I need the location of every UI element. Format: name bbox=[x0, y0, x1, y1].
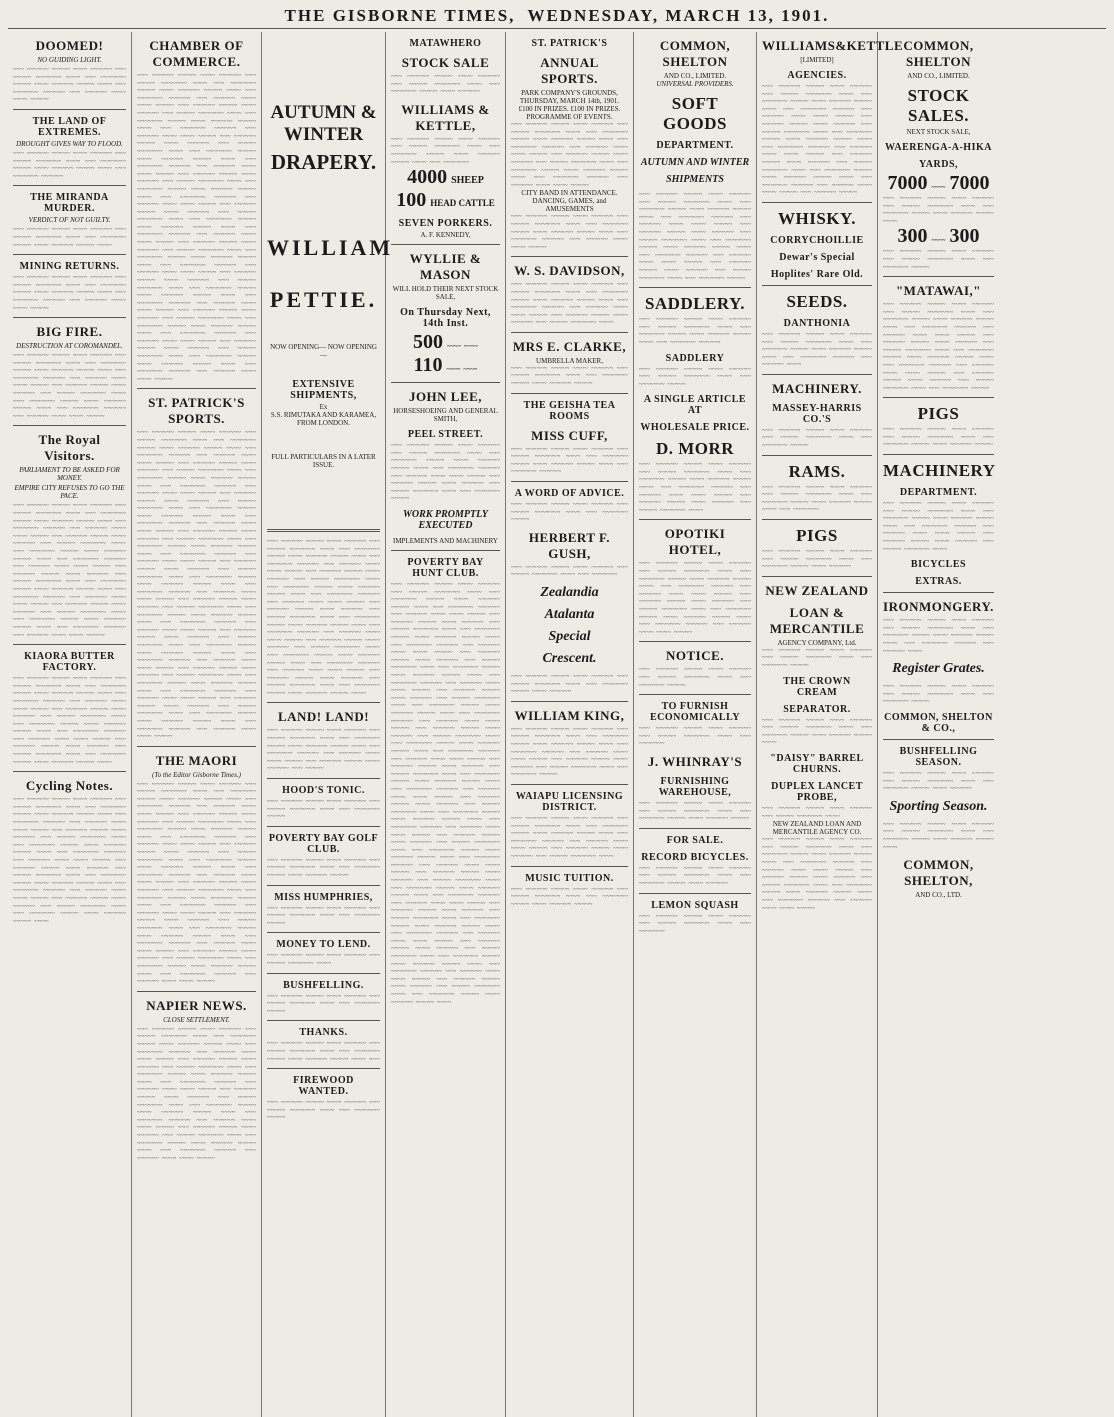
body-text: ~~~ ~~~~~~ ~~~~~ ~~~~ ~~~~~~ ~~~ ~~~~~ ~~~~~~~ ~~~~ ~~~ ~~~~~~~ ~~~~~ ~~~~ ~~~~~~ ~~~~~ ~~~~ ~~~ ~~~~~~~ ~~~~~~ ~~~ ~~~~~~ ~~~~ ~~~~ ~~~~~ ~~~ ~~~~~~ ~~~~~ ~~~~ ~~~~~~ ~~~ ~~~~~ ~~~~~~~ ~~~~ bbox=[511, 281, 628, 327]
ad-universal-providers: UNIVERSAL PROVIDERS. bbox=[656, 80, 734, 88]
sheep-count: 4000 bbox=[407, 166, 448, 189]
cattle-label: HEAD CATTLE bbox=[430, 198, 495, 209]
ad-golf-club: POVERTY BAY GOLF CLUB. bbox=[268, 832, 379, 855]
body-text: ~~~ ~~~~~~ ~~~~~ ~~~~ ~~~~~~ ~~~ ~~~~~ ~~~~~~~ ~~~~ ~~~ ~~~~~~~ ~~~~~ ~~~~ ~~~~~~ ~~~~~ ~~~~ ~~~ ~~~~~~~ ~~~~~~ ~~~ ~~~~~~ ~~~~ ~~~~ ~~~~~ ~~~ ~~~~~~ ~~~~~ ~~~~ ~~~~~~ ~~~ ~~~~~ ~~~~~~~ ~~~~ ~~~ ~~~~~~~ ~~~~~ ~~~~ ~~~~~~ ~~~~~ ~~~~ ~~~ ~~~~~~~ ~~~~~~ ~~~ ~~~~~~ ~~~~ ~~~~ ~~~~~ bbox=[511, 121, 628, 189]
column-4: MATAWHERO STOCK SALE ~~~ ~~~~~~ ~~~~~ ~~~~ ~~~~~~ ~~~ ~~~~~ ~~~~~~~ ~~~~ ~~~ ~~~~~~~ ~~~~~ ~~~~ ~~~~~~ WILLIAMS & KETTLE, ~~~ ~~~~~~ ~~~~~ ~~~~ ~~~~~~ ~~~ ~~~~~ ~~~~~~~ ~~~~ ~~~ ~~~~~~~ ~~~~~ ~~~~ ~~~~~~ ~~~~~ ~~~~ ~~~ ~~~~~~~ 4000 SHEEP 100 HEAD CATTLE SEVEN PORKERS. A. F. KENNEDY, WYLLIE & MASON WILL HOLD THEIR NEXT STOCK SALE, On Thursday Next, 14th Inst. 500 ~~~~ ~~~~ 110 ~~~~ ~~~~ JOHN LEE, HORSESHOEING AND GENERAL SMITH, PEEL STREET. ~~~ ~~~~~~ ~~~~~ ~~~~ ~~~~~~ ~~~ ~~~~~ ~~~~~~~ ~~~~ ~~~ ~~~~~~~ ~~~~~ ~~~~ ~~~~~~ ~~~~~ ~~~~ ~~~ ~~~~~~~ ~~~~~~ ~~~ ~~~~~~ ~~~~ ~~~~ ~~~~~ ~~~ ~~~~~~ ~~~~~ ~~~~ ~~~~~~ ~~~ ~~~~~ ~~~~~~~ ~~~~ ~~~ ~~~~~~~ ~~~~~ WORK PROMPTLY EXECUTED IMPLEMENTS AND MACHINERY POVERTY BAY HUNT CLUB. ~~~ ~~~~~~ ~~~~~ ~~~~ ~~~~~~ ~~~ ~~~~~ ~~~~~~~ ~~~~ ~~~ ~~~~~~~ ~~~~~ ~~~~ ~~~~~~ ~~~~~ ~~~~ ~~~ ~~~~~~~ ~~~~~~ ~~~ ~~~~~~ ~~~~ ~~~~ ~~~~~ ~~~ ~~~~~~ ~~~~~ ~~~~ ~~~~~~ ~~~ ~~~~~ ~~~~~~~ ~~~~ ~~~ ~~~~~~~ ~~~~~ ~~~~ ~~~~~~ ~~~~~ ~~~~ ~~~ ~~~~~~~ ~~~~~~ ~~~ ~~~~~~ ~~~~ ~~~~ ~~~~~ ~~~ ~~~~~~ ~~~~~ ~~~~ ~~~~~~ ~~~ ~~~~~ ~~~~~~~ ~~~~ ~~~ ~~~~~~~ ~~~~~ ~~~~ ~~~~~~ ~~~~~ ~~~~ ~~~ ~~~~~~~ ~~~~~~ ~~~ ~~~~~~ ~~~~ ~~~~ ~~~~~ ~~~ ~~~~~~ ~~~~~ ~~~~ ~~~~~~ ~~~ ~~~~~ ~~~~~~~ ~~~~ ~~~ ~~~~~~~ ~~~~~ ~~~~ ~~~~~~ ~~~~~ ~~~~ ~~~ ~~~~~~~ ~~~~~~ ~~~ ~~~~~~ ~~~~ ~~~~ ~~~~~ ~~~ ~~~~~~ ~~~~~ ~~~~ ~~~~~~ ~~~ ~~~~~ ~~~~~~~ ~~~~ ~~~ ~~~~~~~ ~~~~~ ~~~~ ~~~~~~ ~~~~~ ~~~~ ~~~ ~~~~~~~ ~~~~~~ ~~~ ~~~~~~ ~~~~ ~~~~ ~~~~~ ~~~ ~~~~~~ ~~~~~ ~~~~ ~~~~~~ ~~~ ~~~~~ ~~~~~~~ ~~~~ ~~~ ~~~~~~~ ~~~~~ ~~~~ ~~~~~~ ~~~~~ ~~~~ ~~~ ~~~~~~~ ~~~~~~ ~~~ ~~~~~~ ~~~~ ~~~~ ~~~~~ ~~~ ~~~~~~ ~~~~~ ~~~~ ~~~~~~ ~~~ ~~~~~ ~~~~~~~ ~~~~ ~~~ ~~~~~~~ ~~~~~ ~~~~ ~~~~~~ ~~~~~ ~~~~ ~~~ ~~~~~~~ ~~~~~~ ~~~ ~~~~~~ ~~~~ ~~~~ ~~~~~ ~~~ ~~~~~~ ~~~~~ ~~~~ ~~~~~~ ~~~ ~~~~~ ~~~~~~~ ~~~~ ~~~ ~~~~~~~ ~~~~~ ~~~~ ~~~~~~ ~~~~~ ~~~~ ~~~ ~~~~~~~ ~~~~~~ ~~~ ~~~~~~ ~~~~ ~~~~ ~~~~~ ~~~ ~~~~~~ ~~~~~ ~~~~ ~~~~~~ ~~~ ~~~~~ ~~~~~~~ ~~~~ ~~~ ~~~~~~~ ~~~~~ ~~~~ ~~~~~~ ~~~~~ ~~~~ ~~~ ~~~~~~~ ~~~~~~ ~~~ ~~~~~~ ~~~~ ~~~~ ~~~~~ ~~~ ~~~~~~ ~~~~~ ~~~~ ~~~~~~ ~~~ ~~~~~ ~~~~~~~ ~~~~ ~~~ ~~~~~~~ ~~~~~ ~~~~ ~~~~~~ ~~~~~ ~~~~ ~~~ ~~~~~~~ ~~~~~~ ~~~ ~~~~~~ ~~~~ ~~~~ ~~~~~ ~~~ ~~~~~~ ~~~~~ ~~~~ ~~~~~~ ~~~ ~~~~~ ~~~~~~~ ~~~~ ~~~ ~~~~~~~ ~~~~~ ~~~~ ~~~~~~ ~~~~~ ~~~~ ~~~ ~~~~~~~ ~~~~~~ ~~~ ~~~~~~ ~~~~ ~~~~ ~~~~~ ~~~ ~~~~~~ ~~~~~ ~~~~ ~~~~~~ ~~~ ~~~~~ ~~~~~~~ ~~~~ ~~~ ~~~~~~~ ~~~~~ ~~~~ ~~~~~~ ~~~~~ ~~~~ bbox=[386, 32, 506, 1417]
headline-the-maori: THE MAORI bbox=[155, 752, 238, 768]
ad-miss-cuff: MISS CUFF, bbox=[531, 427, 608, 443]
subhead-drought: DROUGHT GIVES WAY TO FLOOD. bbox=[16, 139, 123, 148]
ad-prizes: £100 IN PRIZES. £100 IN PRIZES. bbox=[518, 105, 621, 113]
ad-machinery-2: MACHINERY bbox=[883, 461, 996, 481]
body-text: ~~~ ~~~~~~ ~~~~~ ~~~~ ~~~~~~ ~~~ ~~~~~ ~~~~~~~ ~~~~ ~~~ ~~~~~~~ ~~~~~ bbox=[883, 248, 994, 271]
ad-atalanta: Atalanta bbox=[544, 607, 595, 622]
ad-dewars: Dewar's Special bbox=[779, 251, 855, 263]
ad-programme: PROGRAMME OF EVENTS. bbox=[526, 113, 613, 121]
column-3 bbox=[262, 32, 394, 1417]
ad-bicycles: BICYCLES bbox=[910, 559, 967, 571]
ad-saddlery: SADDLERY. bbox=[644, 294, 746, 314]
headline-doomed: DOOMED! bbox=[35, 38, 104, 53]
masthead bbox=[8, 4, 1106, 29]
ad-horseshoeing: HORSESHOEING AND GENERAL SMITH, bbox=[393, 407, 498, 424]
body-text: ~~~ ~~~~~~ ~~~~~ ~~~~ ~~~~~~ ~~~ ~~~~~ ~~~~~~~ ~~~~ ~~~ ~~~~~~~ bbox=[639, 912, 751, 935]
body-text: ~~~ ~~~~~~ ~~~~~ ~~~~ ~~~~~~ ~~~ ~~~~~ ~~~~~~~ ~~~~ ~~~ ~~~~~~~ ~~~~~ ~~~~ ~~~~~~ ~~~~~ ~~~~ ~~~ ~~~~~~~ ~~~~~~ ~~~ ~~~~~~ ~~~~ ~~~~ ~~~~~ ~~~ ~~~~~~ ~~~~~ ~~~~ ~~~~~~ ~~~ ~~~~~ ~~~~~~~ ~~~~ ~~~ ~~~~~~~ ~~~~~ ~~~~ ~~~~~~ ~~~~~ ~~~~ ~~~ ~~~~~~~ ~~~~~~ ~~~ ~~~~~~ ~~~~ ~~~~ ~~~~~ ~~~ ~~~~~~ ~~~~~ ~~~~ ~~~~~~ ~~~ ~~~~~ ~~~~~~~ ~~~~ ~~~ ~~~~~~~ ~~~~~ ~~~~ ~~~~~~ ~~~~~ ~~~~ ~~~ ~~~~~~~ ~~~~~~ ~~~ ~~~~~~ ~~~~ ~~~~ ~~~~~ ~~~ ~~~~~~ ~~~~~ ~~~~ ~~~~~~ ~~~ ~~~~~ ~~~~~~~ ~~~~ ~~~ ~~~~~~~ ~~~~~ ~~~~ ~~~~~~ ~~~~~ ~~~~ ~~~ ~~~~~~~ ~~~~~~ ~~~ ~~~~~~ ~~~~ ~~~~ ~~~~~ ~~~ ~~~~~~ ~~~~~ ~~~~ ~~~~~~ ~~~ ~~~~~ ~~~~~~~ ~~~~ ~~~ ~~~~~~~ ~~~~~ ~~~~ ~~~~~~ ~~~~~ ~~~~ ~~~ ~~~~~~~ ~~~~~~ ~~~ ~~~~~~ ~~~~ ~~~~ ~~~~~ ~~~ ~~~~~~ ~~~~~ ~~~~ ~~~~~~ ~~~ ~~~~~ ~~~~~~~ ~~~~ ~~~ ~~~~~~~ ~~~~~ ~~~~ ~~~~~~ ~~~~~ ~~~~ ~~~ ~~~~~~~ ~~~~~~ ~~~ ~~~~~~ ~~~~ ~~~~ ~~~~~ ~~~ ~~~~~~ ~~~~~ ~~~~ ~~~~~~ ~~~ ~~~~~ ~~~~~~~ ~~~~ ~~~ ~~~~~~~ ~~~~~ ~~~~ ~~~~~~ ~~~~~ ~~~~ ~~~ ~~~~~~~ ~~~~~~ ~~~ ~~~~~~ ~~~~ ~~~~ ~~~~~ ~~~ ~~~~~~ ~~~~~ ~~~~ ~~~~~~ ~~~ ~~~~~ ~~~~~~~ ~~~~ ~~~ ~~~~~~~ ~~~~~ ~~~~ ~~~~~~ ~~~~~ ~~~~ ~~~ ~~~~~~~ ~~~~~~ ~~~ ~~~~~~ ~~~~ ~~~~ ~~~~~ ~~~ ~~~~~~ ~~~~~ ~~~~ ~~~~~~ ~~~ ~~~~~ ~~~~~~~ ~~~~ ~~~ ~~~~~~~ ~~~~~ ~~~~ ~~~~~~ ~~~~~ ~~~~ ~~~ ~~~~~~~ ~~~~~~ ~~~ ~~~~~~ ~~~~ ~~~~ ~~~~~ bbox=[137, 72, 256, 383]
subhead-no-guiding-light: NO GUIDING LIGHT. bbox=[37, 56, 102, 64]
ad-notice: NOTICE. bbox=[665, 648, 725, 664]
ad-davidson: W. S. DAVIDSON, bbox=[514, 263, 625, 279]
ad-common-shelton-4: COMMON, SHELTON, bbox=[903, 857, 974, 889]
body-text: ~~~ ~~~~~~ ~~~~~ ~~~~ ~~~~~~ ~~~ ~~~~~ ~~~~~~~ ~~~~ ~~~ ~~~~~~~ ~~~~~ ~~~~ ~~~~~~ ~~~~~ ~~~~ ~~~ ~~~~~~~ bbox=[391, 135, 500, 166]
body-text: ~~~ ~~~~~~ ~~~~~ ~~~~ ~~~~~~ ~~~ ~~~~~ ~~~~~~~ ~~~~ ~~~ ~~~~~~~ ~~~~~ ~~~~ ~~~~~~ ~~~~~ ~~~~ ~~~ ~~~~~~~ ~~~~~~ ~~~ ~~~~~~ ~~~~ ~~~~ ~~~~~ ~~~ ~~~~~~ ~~~~~ ~~~~ ~~~~~~ ~~~ ~~~~~ ~~~~~~~ ~~~~ ~~~ ~~~~~~~ ~~~~~ ~~~~ ~~~~~~ ~~~~~ ~~~~ ~~~ ~~~~~~~ ~~~~~~ ~~~ ~~~~~~ ~~~~ ~~~~ ~~~~~ bbox=[639, 560, 751, 636]
ad-furnishing-warehouse: FURNISHING WAREHOUSE, bbox=[658, 775, 732, 798]
ad-for-sale: FOR SALE. bbox=[666, 834, 724, 846]
body-text: ~~~ ~~~~~~ ~~~~~ ~~~~ ~~~~~~ ~~~ ~~~~~ ~~~~~~~ ~~~~ ~~~ ~~~~~~~ ~~~~~ ~~~~ ~~~~~~ ~~~~~ ~~~~ ~~~ ~~~~~~~ ~~~~~~ ~~~ ~~~~~~ ~~~~ ~~~~ ~~~~~ ~~~ ~~~~~~ ~~~~~ ~~~~ ~~~~~~ ~~~ ~~~~~ ~~~~~~~ ~~~~ ~~~ ~~~~~~~ ~~~~~ bbox=[511, 725, 628, 779]
body-text: ~~~ ~~~~~~ ~~~~~ ~~~~ ~~~~~~ ~~~ ~~~~~ ~~~~~~~ ~~~~ ~~~ ~~~~~~~ ~~~~~ bbox=[762, 646, 872, 669]
ad-thursday-date: THURSDAY, MARCH 14th, 1901. bbox=[519, 97, 620, 105]
ad-whisky: WHISKY. bbox=[778, 208, 856, 228]
ad-autumn-winter: AUTUMN AND WINTER bbox=[640, 157, 750, 168]
ad-saddlery-sub: SADDLERY bbox=[665, 352, 725, 364]
ad-separator: SEPARATOR. bbox=[783, 703, 851, 715]
ad-bushfelling-season: BUSHFELLING SEASON. bbox=[899, 745, 978, 768]
ad-common-shelton-3: COMMON, SHELTON & CO., bbox=[884, 711, 993, 734]
body-text: ~~~ ~~~~~~ ~~~~~ ~~~~ ~~~~~~ ~~~ ~~~~~ ~~~~~~~ ~~~~ ~~~ ~~~~~~~ ~~~~~ ~~~~ ~~~~~~ ~~~~~ bbox=[267, 856, 380, 879]
body-text: ~~~ ~~~~~~ ~~~~~ ~~~~ ~~~~~~ ~~~ ~~~~~ ~~~~~~~ ~~~~ ~~~ ~~~~~~~ ~~~~~ bbox=[267, 904, 380, 927]
ad-crescent: Crescent. bbox=[542, 651, 597, 666]
body-text: ~~~ ~~~~~~ ~~~~~ ~~~~ ~~~~~~ ~~~ ~~~~~ ~~~~~~~ ~~~~ bbox=[267, 952, 380, 967]
column-7 bbox=[757, 32, 904, 1417]
body-text: ~~~ ~~~~~~ ~~~~~ ~~~~ ~~~~~~ ~~~ ~~~~~ ~~~~~~~ ~~~~ ~~~ ~~~~~~~ ~~~~~ ~~~~ ~~~~~~ ~~~~~ ~~~~ ~~~ ~~~~~~~ ~~~~~~ ~~~ ~~~~~~ ~~~~ ~~~~ ~~~~~ ~~~ ~~~~~~ ~~~~~ ~~~~ ~~~~~~ ~~~ ~~~~~ ~~~~~~~ ~~~~ bbox=[511, 814, 628, 860]
body-text: ~~~ ~~~~~~ ~~~~~ ~~~~ ~~~~~~ ~~~ ~~~~~ ~~~~~~~ ~~~~ ~~~ ~~~~~~~ bbox=[639, 725, 751, 748]
ad-and-co-ltd: AND CO., LTD. bbox=[915, 891, 962, 900]
headline-big-fire: BIG FIRE. bbox=[36, 324, 103, 340]
body-text: ~~~ ~~~~~~ ~~~~~ ~~~~ ~~~~~~ ~~~ ~~~~~ ~~~~~~~ ~~~~ ~~~ ~~~~~~~ ~~~~~ ~~~~ ~~~~~~ bbox=[391, 73, 500, 96]
ad-auctioneer: A. F. KENNEDY, bbox=[420, 231, 471, 240]
ad-ex: Ex bbox=[319, 403, 328, 411]
ad-williams-kettle-limited: WILLIAMS&KETTLE bbox=[762, 38, 904, 53]
ad-word-of-advice: A WORD OF ADVICE. bbox=[514, 488, 625, 500]
ad-from-london: FROM LONDON. bbox=[297, 419, 350, 427]
ad-duplex-probe: DUPLEX LANCET PROBE, bbox=[771, 780, 863, 803]
headline-napier-news: NAPIER NEWS. bbox=[146, 997, 247, 1013]
body-text: ~~~ ~~~~~~ ~~~~~ ~~~~ ~~~~~~ ~~~ ~~~~~ ~~~~~~~ ~~~~ ~~~ ~~~~~~~ ~~~~~ ~~~~ ~~~~~~ ~~~~~ ~~~~ ~~~ ~~~~~~~ ~~~~~~ ~~~ ~~~~~~ ~~~~ ~~~~ ~~~~~ ~~~ ~~~~~~ ~~~~~ ~~~~ ~~~~~~ ~~~ ~~~~~ ~~~~~~~ ~~~~ ~~~ ~~~~~~~ ~~~~~ ~~~~ ~~~~~~ ~~~~~ ~~~~ ~~~ ~~~~~~~ ~~~~~~ ~~~ ~~~~~~ ~~~~ ~~~~ ~~~~~ ~~~ ~~~~~~ ~~~~~ ~~~~ ~~~~~~ ~~~ ~~~~~ ~~~~~~~ ~~~~ ~~~ ~~~~~~~ ~~~~~ ~~~~ ~~~~~~ ~~~~~ ~~~~ ~~~ ~~~~~~~ ~~~~~~ ~~~ ~~~~~~ ~~~~ ~~~~ ~~~~~ ~~~ ~~~~~~ ~~~~~ ~~~~ ~~~~~~ ~~~ ~~~~~ ~~~~~~~ ~~~~ ~~~ ~~~~~~~ ~~~~~ ~~~~ ~~~~~~ ~~~~~ ~~~~ ~~~ ~~~~~~~ ~~~~~~ ~~~ ~~~~~~ ~~~~ ~~~~ ~~~~~ bbox=[13, 502, 126, 639]
ad-city-band: CITY BAND IN ATTENDANCE. bbox=[521, 189, 618, 198]
body-text: ~~~ ~~~~~~ ~~~~~ ~~~~ ~~~~~~ ~~~ ~~~~~ ~~~~~~~ ~~~~ ~~~ ~~~~~~~ ~~~~~ ~~~~ ~~~~~~ ~~~~~ bbox=[511, 364, 628, 388]
ad-bushfelling: BUSHFELLING. bbox=[283, 979, 364, 991]
count-7000-a: 7000 bbox=[887, 172, 928, 194]
body-text: ~~~ ~~~~~~ ~~~~~ ~~~~ ~~~~~~ ~~~ ~~~~~ ~~~~~~~ ~~~~ ~~~ ~~~~~~~ ~~~~~ bbox=[639, 666, 751, 689]
ad-stock-sale: STOCK SALE bbox=[401, 55, 490, 70]
ad-d-morr: D. MORR bbox=[655, 439, 735, 459]
body-text: ~~~ ~~~~~~ ~~~~~ ~~~~ ~~~~~~ ~~~ ~~~~~ ~~~~~~~ ~~~~ ~~~ ~~~~~~~ ~~~~~ ~~~~ ~~~~~~ ~~~~~ ~~~~ ~~~ ~~~~~~~ ~~~~~~ ~~~ ~~~~~~ ~~~~ ~~~~ ~~~~~ ~~~ ~~~~~~ ~~~~~ ~~~~ ~~~~~~ ~~~ ~~~~~ ~~~~~~~ ~~~~ ~~~ ~~~~~~~ ~~~~~ ~~~~ ~~~~~~ ~~~~~ ~~~~ ~~~ ~~~~~~~ ~~~~~~ ~~~ ~~~~~~ ~~~~ ~~~~ ~~~~~ ~~~ ~~~~~~ ~~~~~ ~~~~ ~~~~~~ ~~~ ~~~~~ ~~~~~~~ ~~~~ ~~~ ~~~~~~~ ~~~~~ ~~~~ ~~~~~~ ~~~~~ ~~~~ ~~~ ~~~~~~~ ~~~~~~ ~~~ ~~~~~~ ~~~~ ~~~~ ~~~~~ ~~~ ~~~~~~ ~~~~~ ~~~~ ~~~~~~ ~~~ ~~~~~ ~~~~~~~ ~~~~ ~~~ ~~~~~~~ ~~~~~ ~~~~ ~~~~~~ ~~~~~ ~~~~ ~~~ ~~~~~~~ ~~~~~~ ~~~ ~~~~~~ ~~~~ ~~~~ ~~~~~ ~~~ ~~~~~~ ~~~~~ ~~~~ ~~~~~~ ~~~ ~~~~~ ~~~~~~~ ~~~~ ~~~ ~~~~~~~ ~~~~~ ~~~~ ~~~~~~ ~~~~~ ~~~~ bbox=[267, 538, 380, 697]
body-text: ~~~ ~~~~~~ ~~~~~ ~~~~ ~~~~~~ ~~~ ~~~~~ ~~~~~~~ ~~~~ ~~~ ~~~~~~~ ~~~~~ ~~~~ ~~~~~~ ~~~~~ ~~~~ bbox=[883, 820, 994, 851]
headline-land-of-extremes: THE LAND OF EXTREMES. bbox=[32, 115, 107, 138]
body-text: ~~~ ~~~~~~ ~~~~~ ~~~~ ~~~~~~ ~~~ ~~~~~ ~~~~~~~ ~~~~ ~~~ ~~~~~~~ ~~~~~ ~~~~ ~~~~~~ bbox=[511, 673, 628, 696]
ad-register-grates: Register Grates. bbox=[892, 661, 985, 677]
sheep-label: SHEEP bbox=[451, 175, 484, 187]
ad-william: WILLIAM bbox=[267, 235, 394, 260]
body-text: ~~~ ~~~~~~ ~~~~~ ~~~~ ~~~~~~ ~~~ ~~~~~ ~~~~~~~ ~~~~ ~~~ ~~~~~~~ ~~~~~ ~~~~ ~~~~~~ ~~~~~ ~~~~ ~~~ ~~~~~~~ ~~~~~~ ~~~ ~~~~~~ ~~~~ ~~~~ ~~~~~ ~~~ ~~~~~~ ~~~~~ ~~~~ ~~~~~~ ~~~ ~~~~~ ~~~~~~~ ~~~~ bbox=[883, 500, 994, 553]
body-text: ~~~ ~~~~~~ ~~~~~ ~~~~ ~~~~~~ ~~~ ~~~~~ ~~~~~~~ ~~~~ ~~~ ~~~~~~~ ~~~~~ ~~~~ ~~~~~~ ~~~~~ ~~~~ ~~~ ~~~~~~~ ~~~~~~ bbox=[13, 149, 126, 180]
body-text: ~~~ ~~~~~~ ~~~~~ ~~~~ ~~~~~~ ~~~ ~~~~~ ~~~~~~~ ~~~~ ~~~ ~~~~~~~ ~~~~~ ~~~~ ~~~~~~ ~~~~~ ~~~~ ~~~ ~~~~~~~ ~~~~~~ ~~~ ~~~~~~ ~~~~ ~~~~ ~~~~~ ~~~ ~~~~~~ ~~~~~ ~~~~ ~~~~~~ ~~~ ~~~~~ ~~~~~~~ ~~~~ ~~~ ~~~~~~~ ~~~~~ ~~~~ ~~~~~~ ~~~~~ ~~~~ ~~~ ~~~~~~~ ~~~~~~ ~~~ ~~~~~~ ~~~~ ~~~~ ~~~~~ bbox=[13, 352, 126, 420]
ad-autumn-winter-heading: AUTUMN & WINTER bbox=[270, 102, 377, 145]
ad-pigs-2: PIGS bbox=[917, 404, 960, 424]
ad-extensive-shipments: EXTENSIVE SHIPMENTS, bbox=[290, 379, 357, 401]
ad-drapery-heading: DRAPERY. bbox=[270, 150, 377, 174]
ad-money-to-lend: MONEY TO LEND. bbox=[276, 939, 371, 951]
ad-miss-humphries: MISS HUMPHRIES, bbox=[274, 891, 373, 903]
count-7000-b: 7000 bbox=[949, 172, 990, 194]
ad-opotiki-hotel: OPOTIKI HOTEL, bbox=[664, 526, 726, 558]
ad-danthonia: DANTHONIA bbox=[783, 317, 851, 329]
count-300-a: 300 bbox=[897, 225, 928, 248]
ad-seven-porkers: SEVEN PORKERS. bbox=[398, 218, 493, 230]
body-text: ~~~ ~~~~~~ ~~~~~ ~~~~ ~~~~~~ ~~~ ~~~~~ ~~~~~~~ ~~~~ ~~~ ~~~~~~~ ~~~~~ ~~~~ ~~~~~~ ~~~~~ ~~~~ ~~~ ~~~~~~~ bbox=[762, 483, 872, 514]
ad-next-stock: NEXT STOCK SALE, bbox=[906, 128, 971, 136]
ad-waiapu-licensing: WAIAPU LICENSING DISTRICT. bbox=[515, 790, 624, 813]
body-text: ~~~ ~~~~~~ ~~~~~ ~~~~ ~~~~~~ ~~~ ~~~~~ ~~~~~~~ ~~~~ ~~~ ~~~~~~~ ~~~~~ ~~~~ ~~~~~~ bbox=[883, 769, 994, 793]
body-text: ~~~ ~~~~~~ ~~~~~ ~~~~ ~~~~~~ ~~~ ~~~~~ ~~~~~~~ ~~~~ ~~~ ~~~~~~~ ~~~~~ ~~~~ ~~~~~~ ~~~~~ ~~~~ ~~~ bbox=[267, 1040, 380, 1063]
ad-special: Special bbox=[548, 629, 591, 644]
ad-dancing: DANCING, GAMES, and AMUSEMENTS bbox=[532, 197, 607, 214]
ad-soft-goods: SOFT GOODS bbox=[663, 94, 727, 133]
body-text: ~~~ ~~~~~~ ~~~~~ ~~~~ ~~~~~~ ~~~ ~~~~~ ~~~~~~~ ~~~~ ~~~ ~~~~~~~ ~~~~~ ~~~~ ~~~~~~ ~~~~~ ~~~~ bbox=[883, 195, 994, 225]
ad-herbert-gush: HERBERT F. GUSH, bbox=[528, 529, 611, 561]
headline-st-patricks-sports: ST. PATRICK'S SPORTS. bbox=[148, 395, 245, 427]
headline-miranda-murder: THE MIRANDA MURDER. bbox=[30, 192, 109, 215]
body-text: ~~~ ~~~~~~ ~~~~~ ~~~~ ~~~~~~ ~~~ ~~~~~ ~~~~~~~ ~~~~ ~~~ ~~~~~~~ ~~~~~ ~~~~ ~~~~~~ ~~~~~ ~~~~ ~~~ ~~~~~~~ ~~~~~~ ~~~ ~~~~~~ ~~~~ ~~~~ ~~~~~ ~~~ ~~~~~~ ~~~~~ ~~~~ ~~~~~~ ~~~ ~~~~~ ~~~~~~~ ~~~~ ~~~ ~~~~~~~ ~~~~~ ~~~~ ~~~~~~ ~~~~~ ~~~~ ~~~ ~~~~~~~ ~~~~~~ ~~~ ~~~~~~ ~~~~ ~~~~ ~~~~~ ~~~ ~~~~~~ ~~~~~ ~~~~ ~~~~~~ ~~~ ~~~~~ ~~~~~~~ ~~~~ ~~~ ~~~~~~~ ~~~~~ ~~~~ ~~~~~~ ~~~~~ ~~~~ ~~~ ~~~~~~~ ~~~~~~ ~~~ ~~~~~~ ~~~~ ~~~~ ~~~~~ ~~~ ~~~~~~ ~~~~~ ~~~~ ~~~~~~ ~~~ ~~~~~ ~~~~~~~ ~~~~ ~~~ ~~~~~~~ ~~~~~ ~~~~ ~~~~~~ ~~~~~ ~~~~ ~~~ ~~~~~~~ ~~~~~~ ~~~ ~~~~~~ ~~~~ ~~~~ ~~~~~ ~~~ ~~~~~~ ~~~~~ ~~~~ ~~~~~~ ~~~ ~~~~~ ~~~~~~~ ~~~~ ~~~ ~~~~~~~ ~~~~~ ~~~~ ~~~~~~ ~~~~~ ~~~~ ~~~ ~~~~~~~ ~~~~~~ ~~~ ~~~~~~ ~~~~ ~~~~ ~~~~~ ~~~ ~~~~~~ ~~~~~ ~~~~ ~~~~~~ ~~~ ~~~~~ ~~~~~~~ ~~~~ ~~~ ~~~~~~~ ~~~~~ ~~~~ ~~~~~~ ~~~~~ ~~~~ ~~~ ~~~~~~~ ~~~~~~ ~~~ ~~~~~~ ~~~~ ~~~~ ~~~~~ ~~~ ~~~~~~ ~~~~~ ~~~~ ~~~~~~ ~~~ ~~~~~ ~~~~~~~ ~~~~ ~~~ ~~~~~~~ ~~~~~ ~~~~ ~~~~~~ ~~~~~ ~~~~ ~~~ ~~~~~~~ ~~~~~~ ~~~ ~~~~~~ ~~~~ ~~~~ ~~~~~ ~~~ ~~~~~~ ~~~~~ ~~~~ ~~~~~~ ~~~ ~~~~~ ~~~~~~~ ~~~~ ~~~ ~~~~~~~ ~~~~~ ~~~~ ~~~~~~ ~~~~~ ~~~~ ~~~ ~~~~~~~ ~~~~~~ ~~~ ~~~~~~ ~~~~ ~~~~ ~~~~~ ~~~ ~~~~~~ ~~~~~ ~~~~ ~~~~~~ ~~~ ~~~~~ ~~~~~~~ ~~~~ ~~~ ~~~~~~~ ~~~~~ ~~~~ ~~~~~~ ~~~~~ ~~~~ ~~~ ~~~~~~~ ~~~~~~ ~~~ ~~~~~~ ~~~~ ~~~~ ~~~~~ bbox=[137, 429, 256, 741]
ad-pettie: PETTIE. bbox=[269, 287, 378, 312]
body-text: ~~~ ~~~~~~ ~~~~~ ~~~~ ~~~~~~ ~~~ ~~~~~ ~~~~~~~ ~~~~ ~~~ ~~~~~~~ ~~~~~ ~~~~ ~~~~~~ bbox=[762, 548, 872, 571]
subhead-empire-city: EMPIRE CITY REFUSES TO GO THE PACE. bbox=[14, 484, 125, 501]
body-text: ~~~ ~~~~~~ ~~~~~ ~~~~ ~~~~~~ ~~~ ~~~~~ ~~~~~~~ ~~~~ ~~~ ~~~~~~~ ~~~~~ ~~~~ ~~~~~~ ~~~~~ ~~~~ ~~~ ~~~~~~~ ~~~~~~ ~~~ ~~~~~~ ~~~~ ~~~~ ~~~~~ ~~~ ~~~~~~ ~~~~~ ~~~~ ~~~~~~ ~~~ ~~~~~ ~~~~~~~ ~~~~ ~~~ ~~~~~~~ ~~~~~ ~~~~ ~~~~~~ ~~~~~ ~~~~ ~~~ ~~~~~~~ ~~~~~~ ~~~ ~~~~~~ ~~~~ ~~~~ ~~~~~ ~~~ ~~~~~~ ~~~~~ ~~~~ ~~~~~~ ~~~ ~~~~~ ~~~~~~~ ~~~~ ~~~ ~~~~~~~ ~~~~~ ~~~~ ~~~~~~ ~~~~~ ~~~~ ~~~ ~~~~~~~ ~~~~~~ ~~~ ~~~~~~ ~~~~ ~~~~ ~~~~~ ~~~ ~~~~~~ ~~~~~ ~~~~ ~~~~~~ ~~~ ~~~~~ ~~~~~~~ ~~~~ ~~~ ~~~~~~~ ~~~~~ ~~~~ ~~~~~~ ~~~~~ ~~~~ ~~~ ~~~~~~~ ~~~~~~ ~~~ ~~~~~~ ~~~~ ~~~~ ~~~~~ bbox=[137, 1025, 256, 1162]
ad-department: DEPARTMENT. bbox=[656, 140, 734, 151]
ad-agencies: AGENCIES. bbox=[787, 70, 847, 81]
body-text: ~~~ ~~~~~~ ~~~~~ ~~~~ ~~~~~~ ~~~ ~~~~~ ~~~~~~~ ~~~~ ~~~ ~~~~~~~ ~~~~~ ~~~~ ~~~~~~ ~~~~~ ~~~~ bbox=[13, 226, 126, 249]
body-text: ~~~ ~~~~~~ ~~~~~ ~~~~ ~~~~~~ ~~~ ~~~~~ ~~~~~~~ ~~~~ ~~~ ~~~~~~~ ~~~~~ ~~~~ ~~~~~~ ~~~~~ ~~~~ ~~~ ~~~~~~~ ~~~~~~ ~~~ ~~~~~~ ~~~~ ~~~~ ~~~~~ ~~~ ~~~~~~ ~~~~~ ~~~~ ~~~~~~ ~~~ ~~~~~ ~~~~~~~ ~~~~ ~~~ ~~~~~~~ ~~~~~ ~~~~ ~~~~~~ ~~~~~ ~~~~ ~~~ ~~~~~~~ ~~~~~~ ~~~ ~~~~~~ ~~~~ ~~~~ ~~~~~ ~~~ ~~~~~~ ~~~~~ ~~~~ ~~~~~~ ~~~ ~~~~~ ~~~~~~~ ~~~~ ~~~ ~~~~~~~ ~~~~~ ~~~~ ~~~~~~ ~~~~~ ~~~~ ~~~ ~~~~~~~ ~~~~~~ ~~~ ~~~~~~ ~~~~ ~~~~ ~~~~~ ~~~ ~~~~~~ ~~~~~ ~~~~ ~~~~~~ ~~~ ~~~~~ ~~~~~~~ ~~~~ ~~~ ~~~~~~~ ~~~~~ ~~~~ ~~~~~~ ~~~~~ ~~~~ ~~~ ~~~~~~~ ~~~~~~ ~~~ ~~~~~~ ~~~~ ~~~~ ~~~~~ ~~~ ~~~~~~ ~~~~~ ~~~~ ~~~~~~ ~~~ ~~~~~ ~~~~~~~ ~~~~ ~~~ ~~~~~~~ ~~~~~ ~~~~ ~~~~~~ ~~~~~ ~~~~ ~~~ ~~~~~~~ ~~~~~~ ~~~ ~~~~~~ ~~~~ ~~~~ ~~~~~ ~~~ ~~~~~~ ~~~~~ ~~~~ ~~~~~~ ~~~ ~~~~~ ~~~~~~~ ~~~~ ~~~ ~~~~~~~ ~~~~~ ~~~~ ~~~~~~ ~~~~~ ~~~~ ~~~ ~~~~~~~ ~~~~~~ ~~~ ~~~~~~ ~~~~ ~~~~ ~~~~~ bbox=[137, 780, 256, 986]
body-text: ~~~ ~~~~~~ ~~~~~ ~~~~ ~~~~~~ ~~~ ~~~~~ ~~~~~~~ ~~~~ ~~~ ~~~~~~~ ~~~~~ ~~~~ ~~~~~~ ~~~~~ ~~~~ ~~~ ~~~~~~~ ~~~~~~ ~~~ ~~~~~~ ~~~~ ~~~~ ~~~~~ ~~~ ~~~~~~ ~~~~~ ~~~~ ~~~~~~ ~~~ ~~~~~ ~~~~~~~ ~~~~ ~~~ ~~~~~~~ ~~~~~ bbox=[391, 442, 500, 503]
ad-rams: RAMS. bbox=[788, 461, 846, 481]
headline-royal-visitors: The Royal Visitors. bbox=[38, 432, 101, 464]
body-text: ~~~ ~~~~~~ ~~~~~ ~~~~ ~~~~~~ ~~~ ~~~~~ ~~~~~~~ ~~~~ ~~~ ~~~~~~~ ~~~~~ ~~~~ ~~~~~~ ~~~~~ ~~~~ ~~~ ~~~~~~~ ~~~~~~ ~~~ ~~~~~~ ~~~~ ~~~~ ~~~~~ ~~~ ~~~~~~ ~~~~~ ~~~~ ~~~~~~ ~~~ ~~~~~ ~~~~~~~ ~~~~ ~~~ ~~~~~~~ ~~~~~ ~~~~ ~~~~~~ ~~~~~ ~~~~ ~~~ ~~~~~~~ ~~~~~~ ~~~ ~~~~~~ ~~~~ ~~~~ ~~~~~ ~~~ ~~~~~~ ~~~~~ ~~~~ ~~~~~~ ~~~ ~~~~~ ~~~~~~~ ~~~~ ~~~ ~~~~~~~ ~~~~~ bbox=[883, 301, 994, 392]
body-text: ~~~ ~~~~~~ ~~~~~ ~~~~ ~~~~~~ ~~~ ~~~~~ ~~~~~~~ ~~~~ ~~~ ~~~~~~~ bbox=[511, 563, 628, 579]
body-text: ~~~ ~~~~~~ ~~~~~ ~~~~ ~~~~~~ ~~~ ~~~~~ ~~~~~~~ ~~~~ ~~~ ~~~~~~~ ~~~~~ bbox=[762, 426, 872, 450]
ad-firewood-wanted: FIREWOOD WANTED. bbox=[293, 1075, 354, 1098]
body-text: ~~~ ~~~~~~ ~~~~~ ~~~~ ~~~~~~ ~~~ ~~~~~ ~~~~~~~ ~~~~ ~~~ ~~~~~~~ ~~~~~ ~~~~ ~~~~~~ ~~~~~ ~~~~ ~~~ ~~~~~~~ ~~~~~~ ~~~ ~~~~~~ ~~~~ bbox=[883, 617, 994, 655]
ad-ironmongery: IRONMONGERY. bbox=[883, 599, 994, 615]
body-text: ~~~ ~~~~~~ ~~~~~ ~~~~ ~~~~~~ ~~~ ~~~~~ ~~~~~~~ ~~~~ ~~~ ~~~~~~~ ~~~~~ ~~~~ ~~~~~~ ~~~~~ ~~~~ ~~~ ~~~~~~~ ~~~~~~ bbox=[511, 445, 628, 476]
count-300-b: 300 bbox=[949, 225, 980, 248]
body-text: ~~~ ~~~~~~ ~~~~~ ~~~~ ~~~~~~ ~~~ ~~~~~ ~~~~~~~ ~~~~ ~~~ ~~~~~~~ ~~~~~ bbox=[883, 683, 994, 706]
ad-massey-harris: MASSEY-HARRIS CO.'S bbox=[772, 402, 862, 425]
ad-umbrella-maker: UMBRELLA MAKER, bbox=[536, 356, 603, 365]
ad-daisy-churns: "DAISY" BARREL CHURNS. bbox=[770, 752, 864, 775]
count-110: 110 bbox=[413, 354, 443, 377]
masthead-title: THE GISBORNE TIMES, bbox=[284, 6, 516, 25]
body-text: ~~~ ~~~~~~ ~~~~~ ~~~~ ~~~~~~ ~~~ ~~~~~ ~~~~~~~ ~~~~ ~~~ ~~~~~~~ ~~~~~ ~~~~ ~~~~~~ ~~~~~ ~~~~ ~~~ ~~~~~~~ ~~~~~~ ~~~ ~~~~~~ ~~~~ ~~~~ ~~~~~ bbox=[13, 274, 126, 312]
column-8: COMMON, SHELTON AND CO., LIMITED. STOCK SALES. NEXT STOCK SALE, WAERENGA-A-HIKA YARDS, 7000 ~~~~ 7000 ~~~ ~~~~~~ ~~~~~ ~~~~ ~~~~~~ ~~~ ~~~~~ ~~~~~~~ ~~~~ ~~~ ~~~~~~~ ~~~~~ ~~~~ ~~~~~~ ~~~~~ ~~~~ 300 ~~~~ 300 ~~~ ~~~~~~ ~~~~~ ~~~~ ~~~~~~ ~~~ ~~~~~ ~~~~~~~ ~~~~ ~~~ ~~~~~~~ ~~~~~ "MATAWAI," ~~~ ~~~~~~ ~~~~~ ~~~~ ~~~~~~ ~~~ ~~~~~ ~~~~~~~ ~~~~ ~~~ ~~~~~~~ ~~~~~ ~~~~ ~~~~~~ ~~~~~ ~~~~ ~~~ ~~~~~~~ ~~~~~~ ~~~ ~~~~~~ ~~~~ ~~~~ ~~~~~ ~~~ ~~~~~~ ~~~~~ ~~~~ ~~~~~~ ~~~ ~~~~~ ~~~~~~~ ~~~~ ~~~ ~~~~~~~ ~~~~~ ~~~~ ~~~~~~ ~~~~~ ~~~~ ~~~ ~~~~~~~ ~~~~~~ ~~~ ~~~~~~ ~~~~ ~~~~ ~~~~~ ~~~ ~~~~~~ ~~~~~ ~~~~ ~~~~~~ ~~~ ~~~~~ ~~~~~~~ ~~~~ ~~~ ~~~~~~~ ~~~~~ PIGS ~~~ ~~~~~~ ~~~~~ ~~~~ ~~~~~~ ~~~ ~~~~~ ~~~~~~~ ~~~~ ~~~ ~~~~~~~ ~~~~~ ~~~~ ~~~~~~ ~~~~~ MACHINERY DEPARTMENT. ~~~ ~~~~~~ ~~~~~ ~~~~ ~~~~~~ ~~~ ~~~~~ ~~~~~~~ ~~~~ ~~~ ~~~~~~~ ~~~~~ ~~~~ ~~~~~~ ~~~~~ ~~~~ ~~~ ~~~~~~~ ~~~~~~ ~~~ ~~~~~~ ~~~~ ~~~~ ~~~~~ ~~~ ~~~~~~ ~~~~~ ~~~~ ~~~~~~ ~~~ ~~~~~ ~~~~~~~ ~~~~ BICYCLES EXTRAS. IRONMONGERY. ~~~ ~~~~~~ ~~~~~ ~~~~ ~~~~~~ ~~~ ~~~~~ ~~~~~~~ ~~~~ ~~~ ~~~~~~~ ~~~~~ ~~~~ ~~~~~~ ~~~~~ ~~~~ ~~~ ~~~~~~~ ~~~~~~ ~~~ ~~~~~~ ~~~~ Register Grates. ~~~ ~~~~~~ ~~~~~ ~~~~ ~~~~~~ ~~~ ~~~~~ ~~~~~~~ ~~~~ ~~~ ~~~~~~~ ~~~~~ COMMON, SHELTON & CO., BUSHFELLING SEASON. ~~~ ~~~~~~ ~~~~~ ~~~~ ~~~~~~ ~~~ ~~~~~ ~~~~~~~ ~~~~ ~~~ ~~~~~~~ ~~~~~ ~~~~ ~~~~~~ Sporting Season. ~~~ ~~~~~~ ~~~~~ ~~~~ ~~~~~~ ~~~ ~~~~~ ~~~~~~~ ~~~~ ~~~ ~~~~~~~ ~~~~~ ~~~~ ~~~~~~ ~~~~~ ~~~~ COMMON, SHELTON, AND CO., LTD. bbox=[883, 38, 996, 900]
ad-next-stock-sale: WILL HOLD THEIR NEXT STOCK SALE, bbox=[392, 285, 499, 302]
headline-cycling-notes: Cycling Notes. bbox=[25, 778, 114, 794]
ad-park-grounds: PARK COMPANY'S GROUNDS, bbox=[521, 89, 618, 97]
count-500: 500 bbox=[413, 331, 443, 354]
ad-wholesale-price: WHOLESALE PRICE. bbox=[640, 422, 750, 434]
headline-mining-returns: MINING RETURNS. bbox=[19, 261, 120, 273]
body-text: ~~~ ~~~~~~ ~~~~~ ~~~~ ~~~~~~ ~~~ ~~~~~ ~~~~~~~ ~~~~ ~~~ ~~~~~~~ ~~~~~ ~~~~ ~~~~~~ ~~~~~ ~~~~ ~~~ ~~~~~~~ ~~~~~~ ~~~ ~~~~~~ ~~~~ ~~~~ ~~~~~ ~~~ ~~~~~~ ~~~~~ ~~~~ ~~~~~~ ~~~ ~~~~~ ~~~~~~~ ~~~~ ~~~ ~~~~~~~ ~~~~~ ~~~~ ~~~~~~ ~~~~~ ~~~~ ~~~ ~~~~~~~ ~~~~~~ ~~~ ~~~~~~ ~~~~ ~~~~ ~~~~~ ~~~ ~~~~~~ ~~~~~ ~~~~ ~~~~~~ ~~~ ~~~~~ ~~~~~~~ ~~~~ ~~~ ~~~~~~~ ~~~~~ ~~~~ ~~~~~~ ~~~~~ ~~~~ bbox=[13, 675, 126, 766]
ad-common-shelton-2: COMMON, SHELTON bbox=[903, 38, 974, 69]
body-text: ~~~ ~~~~~~ ~~~~~ ~~~~ ~~~~~~ ~~~ ~~~~~ ~~~~~~~ ~~~~ ~~~ ~~~~~~~ ~~~~~ ~~~~ ~~~~~~ ~~~~~ ~~~~ ~~~ ~~~~~~~ ~~~~~~ ~~~ ~~~~~~ ~~~~ bbox=[762, 330, 872, 369]
ad-peel-street: PEEL STREET. bbox=[407, 429, 484, 441]
subhead-to-the-editor: (To the Editor Gisborne Times.) bbox=[152, 770, 241, 779]
body-text: ~~~ ~~~~~~ ~~~~~ ~~~~ ~~~~~~ ~~~ ~~~~~ ~~~~~~~ ~~~~ ~~~ ~~~~~~~ ~~~~~ bbox=[267, 1099, 380, 1122]
ad-shipments: SHIPMENTS bbox=[666, 174, 724, 185]
ad-matawai: "MATAWAI," bbox=[895, 283, 982, 299]
body-text: ~~~ ~~~~~~ ~~~~~ ~~~~ ~~~~~~ ~~~ ~~~~~ ~~~~~~~ ~~~~ ~~~ ~~~~~~~ ~~~~~ ~~~~ ~~~~~~ bbox=[639, 864, 751, 887]
columns bbox=[8, 32, 1106, 1417]
ad-matawhero: MATAWHERO bbox=[409, 38, 482, 49]
ad-thanks: THANKS. bbox=[299, 1027, 348, 1039]
subhead-verdict: VERDICT OF NOT GUILTY. bbox=[28, 216, 111, 225]
subhead-parliament: PARLIAMENT TO BE ASKED FOR MONEY. bbox=[19, 466, 120, 483]
ad-and-co-limited: AND CO., LIMITED. bbox=[663, 72, 727, 80]
ad-corrychoillie: CORRYCHOILLIE bbox=[770, 234, 864, 246]
ad-music-tuition: MUSIC TUITION. bbox=[525, 872, 614, 884]
ad-john-lee: JOHN LEE, bbox=[408, 389, 483, 405]
ad-pigs: PIGS bbox=[796, 526, 838, 546]
column-6 bbox=[634, 32, 757, 1417]
ad-zealandia: Zealandia bbox=[540, 585, 599, 600]
column-1 bbox=[8, 32, 132, 1417]
body-text: ~~~ ~~~~~~ ~~~~~ ~~~~ ~~~~~~ ~~~ ~~~~~ ~~~~~~~ ~~~~ ~~~ ~~~~~~~ ~~~~~ bbox=[267, 992, 380, 1015]
ad-annual-sports: ANNUAL SPORTS. bbox=[540, 55, 599, 86]
ad-agency-company: AGENCY COMPANY, Ltd. bbox=[777, 638, 857, 647]
body-text: ~~~ ~~~~~~ ~~~~~ ~~~~ ~~~~~~ ~~~ ~~~~~ ~~~~~~~ ~~~~ ~~~ ~~~~~~~ ~~~~~ bbox=[267, 798, 380, 821]
ad-crown-cream: THE CROWN CREAM bbox=[783, 675, 851, 698]
ad-waerenga: WAERENGA-A-HIKA bbox=[885, 142, 992, 153]
masthead-date: WEDNESDAY, MARCH 13, 1901. bbox=[527, 6, 830, 25]
ad-stock-sales: STOCK SALES. bbox=[907, 86, 970, 125]
ad-record-bicycles: RECORD BICYCLES. bbox=[641, 851, 749, 863]
ad-thursday-next: On Thursday Next, 14th Inst. bbox=[400, 307, 491, 330]
body-text: ~~~ ~~~~~~ ~~~~~ ~~~~ ~~~~~~ ~~~ ~~~~~ ~~~~~~~ ~~~~ ~~~ ~~~~~~~ ~~~~~ ~~~~ ~~~~~~ ~~~~~ ~~~~ ~~~ ~~~~~~~ ~~~~~~ ~~~ ~~~~~~ ~~~~ ~~~~ ~~~~~ ~~~ ~~~~~~ ~~~~~ ~~~~ ~~~~~~ ~~~ ~~~~~ ~~~~~~~ ~~~~ ~~~ ~~~~~~~ ~~~~~ ~~~~ ~~~~~~ ~~~~~ ~~~~ ~~~ ~~~~~~~ ~~~~~~ ~~~ ~~~~~~ ~~~~ ~~~~ ~~~~~ ~~~ ~~~~~~ ~~~~~ ~~~~ ~~~~~~ ~~~ ~~~~~ ~~~~~~~ ~~~~ ~~~ ~~~~~~~ ~~~~~ ~~~~ ~~~~~~ ~~~~~ ~~~~ ~~~ ~~~~~~~ ~~~~~~ ~~~ ~~~~~~ ~~~~ ~~~~ ~~~~~ ~~~ ~~~~~~ ~~~~~ bbox=[762, 83, 872, 197]
ad-hunt-club: POVERTY BAY HUNT CLUB. bbox=[407, 556, 484, 579]
ad-common-shelton: COMMON, SHELTON bbox=[659, 38, 731, 69]
ad-mrs-clarke: MRS E. CLARKE, bbox=[512, 338, 627, 354]
body-text: ~~~ ~~~~~~ ~~~~~ ~~~~ ~~~~~~ ~~~ ~~~~~ ~~~~~~~ ~~~~ ~~~ ~~~~~~~ ~~~~~ ~~~~ ~~~~~~ ~~~~~ ~~~~ ~~~ ~~~~~~~ ~~~~~~ bbox=[639, 316, 751, 346]
ad-st-patricks: ST. PATRICK'S bbox=[531, 38, 608, 49]
ad-machinery: MACHINERY. bbox=[772, 380, 862, 396]
ad-yards: YARDS, bbox=[918, 159, 959, 170]
ad-nz-loan-footer: NEW ZEALAND LOAN AND MERCANTILE AGENCY CO. bbox=[772, 820, 862, 837]
ad-hoods-tonic: HOOD'S TONIC. bbox=[282, 785, 365, 797]
ad-extras: EXTRAS. bbox=[915, 576, 962, 588]
headline-chamber-of-commerce: CHAMBER OF COMMERCE. bbox=[149, 38, 244, 69]
ad-furnish: TO FURNISH ECONOMICALLY bbox=[649, 701, 741, 724]
ad-work-promptly: WORK PROMPTLY EXECUTED bbox=[403, 508, 488, 531]
ad-geisha-tea-rooms: THE GEISHA TEA ROOMS bbox=[523, 399, 616, 422]
ad-new-zealand: NEW ZEALAND bbox=[765, 582, 869, 598]
ad-williams-kettle: WILLIAMS & KETTLE, bbox=[401, 101, 490, 133]
ad-ships: S.S. RIMUTAKA AND KARAMEA, bbox=[270, 411, 377, 419]
ad-land-land: LAND! LAND! bbox=[277, 709, 370, 725]
body-text: ~~~ ~~~~~~ ~~~~~ ~~~~ ~~~~~~ ~~~ ~~~~~ ~~~~~~~ ~~~~ ~~~ ~~~~~~~ ~~~~~ ~~~~ ~~~~~~ ~~~~~ bbox=[883, 426, 994, 449]
body-text: ~~~ ~~~~~~ ~~~~~ ~~~~ ~~~~~~ ~~~ ~~~~~ ~~~~~~~ ~~~~ ~~~ ~~~~~~~ ~~~~~ ~~~~ ~~~~~~ ~~~~~ ~~~~ ~~~ ~~~~~~~ ~~~~~~ ~~~ ~~~~~~ ~~~~ ~~~~ ~~~~~ ~~~ ~~~~~~ ~~~~~ ~~~~ ~~~~~~ ~~~ ~~~~~ ~~~~~~~ ~~~~ ~~~ ~~~~~~~ ~~~~~ ~~~~ ~~~~~~ ~~~~~ ~~~~ ~~~ ~~~~~~~ ~~~~~~ ~~~ ~~~~~~ ~~~~ ~~~~ ~~~~~ bbox=[762, 836, 872, 912]
body-text: ~~~ ~~~~~~ ~~~~~ ~~~~ ~~~~~~ ~~~ ~~~~~ ~~~~~~~ ~~~~ ~~~ ~~~~~~~ ~~~~~ ~~~~ ~~~~~~ ~~~~~ ~~~~ ~~~ ~~~~~~~ ~~~~~~ ~~~ ~~~~~~ ~~~~ ~~~~ ~~~~~ bbox=[13, 66, 126, 104]
body-text: ~~~ ~~~~~~ ~~~~~ ~~~~ ~~~~~~ ~~~ ~~~~~ ~~~~~~~ ~~~~ ~~~ ~~~~~~~ ~~~~~ ~~~~ ~~~~~~ ~~~~~ ~~~~ ~~~ ~~~~~~~ ~~~~~~ ~~~ ~~~~~~ ~~~~ ~~~~ ~~~~~ ~~~ ~~~~~~ ~~~~~ ~~~~ ~~~~~~ ~~~ ~~~~~ ~~~~~~~ ~~~~ ~~~ ~~~~~~~ ~~~~~ ~~~~ ~~~~~~ ~~~~~ ~~~~ ~~~ ~~~~~~~ ~~~~~~ ~~~ ~~~~~~ ~~~~ ~~~~ ~~~~~ ~~~ ~~~~~~ ~~~~~ ~~~~ ~~~~~~ ~~~ ~~~~~ ~~~~~~~ ~~~~ ~~~ ~~~~~~~ ~~~~~ ~~~~ ~~~~~~ ~~~~~ ~~~~ ~~~ ~~~~~~~ ~~~~~~ ~~~ ~~~~~~ ~~~~ ~~~~ ~~~~~ ~~~ ~~~~~~ ~~~~~ ~~~~ ~~~~~~ ~~~ ~~~~~ ~~~~~~~ ~~~~ ~~~ ~~~~~~~ ~~~~~ ~~~~ ~~~~~~ ~~~~~ ~~~~ ~~~ ~~~~~~~ ~~~~~~ ~~~ ~~~~~~ ~~~~ ~~~~ ~~~~~ ~~~ ~~~~~~ ~~~~~ ~~~~ ~~~~~~ ~~~ ~~~~~ ~~~~~~~ ~~~~ ~~~ ~~~~~~~ ~~~~~ ~~~~ ~~~~~~ ~~~~~ ~~~~ ~~~ ~~~~~~~ ~~~~~~ ~~~ ~~~~~~ ~~~~ ~~~~ ~~~~~ ~~~ ~~~~~~ ~~~~~ ~~~~ ~~~~~~ ~~~ ~~~~~ ~~~~~~~ ~~~~ ~~~ ~~~~~~~ ~~~~~ ~~~~ ~~~~~~ ~~~~~ ~~~~ ~~~ ~~~~~~~ ~~~~~~ ~~~ ~~~~~~ ~~~~ ~~~~ ~~~~~ ~~~ ~~~~~~ ~~~~~ ~~~~ ~~~~~~ ~~~ ~~~~~ ~~~~~~~ ~~~~ ~~~ ~~~~~~~ ~~~~~ ~~~~ ~~~~~~ ~~~~~ ~~~~ ~~~ ~~~~~~~ ~~~~~~ ~~~ ~~~~~~ ~~~~ ~~~~ ~~~~~ ~~~ ~~~~~~ ~~~~~ ~~~~ ~~~~~~ ~~~ ~~~~~ ~~~~~~~ ~~~~ ~~~ ~~~~~~~ ~~~~~ ~~~~ ~~~~~~ ~~~~~ ~~~~ ~~~ ~~~~~~~ ~~~~~~ ~~~ ~~~~~~ ~~~~ ~~~~ ~~~~~ ~~~ ~~~~~~ ~~~~~ ~~~~ ~~~~~~ ~~~ ~~~~~ ~~~~~~~ ~~~~ ~~~ ~~~~~~~ ~~~~~ ~~~~ ~~~~~~ ~~~~~ ~~~~ ~~~ ~~~~~~~ ~~~~~~ ~~~ ~~~~~~ ~~~~ ~~~~ ~~~~~ ~~~ ~~~~~~ ~~~~~ ~~~~ ~~~~~~ ~~~ ~~~~~ ~~~~~~~ ~~~~ ~~~ ~~~~~~~ ~~~~~ ~~~~ ~~~~~~ ~~~~~ ~~~~ ~~~ ~~~~~~~ ~~~~~~ ~~~ ~~~~~~ ~~~~ ~~~~ ~~~~~ ~~~ ~~~~~~ ~~~~~ ~~~~ ~~~~~~ ~~~ ~~~~~ ~~~~~~~ ~~~~ ~~~ ~~~~~~~ ~~~~~ ~~~~ ~~~~~~ ~~~~~ ~~~~ ~~~ ~~~~~~~ ~~~~~~ ~~~ ~~~~~~ ~~~~ ~~~~ ~~~~~ ~~~ ~~~~~~ ~~~~~ ~~~~ ~~~~~~ ~~~ ~~~~~ ~~~~~~~ ~~~~ ~~~ ~~~~~~~ ~~~~~ ~~~~ ~~~~~~ ~~~~~ ~~~~ bbox=[391, 580, 500, 1006]
headline-kiaora-butter: KIAORA BUTTER FACTORY. bbox=[24, 651, 115, 674]
body-text: ~~~ ~~~~~~ ~~~~~ ~~~~ ~~~~~~ ~~~ ~~~~~ ~~~~~~~ ~~~~ ~~~ ~~~~~~~ ~~~~~ ~~~~ ~~~~~~ ~~~~~ bbox=[511, 885, 628, 908]
ad-implements: IMPLEMENTS AND MACHINERY bbox=[392, 536, 498, 545]
ad-sporting-season: Sporting Season. bbox=[889, 798, 988, 814]
body-text: ~~~ ~~~~~~ ~~~~~ ~~~~ ~~~~~~ ~~~ ~~~~~ ~~~~~~~ ~~~~ ~~~ ~~~~~~~ ~~~~~ ~~~~ ~~~~~~ ~~~~~ ~~~~ ~~~ ~~~~~~~ ~~~~~~ ~~~ ~~~~~~ ~~~~ ~~~~ ~~~~~ ~~~ ~~~~~~ ~~~~~ ~~~~ ~~~~~~ ~~~ ~~~~~ ~~~~~~~ ~~~~ ~~~ ~~~~~~~ ~~~~~ ~~~~ ~~~~~~ ~~~~~ ~~~~ ~~~ ~~~~~~~ ~~~~~~ ~~~ ~~~~~~ ~~~~ ~~~~ ~~~~~ ~~~ ~~~~~~ ~~~~~ ~~~~ ~~~~~~ ~~~ ~~~~~ ~~~~~~~ ~~~~ ~~~ ~~~~~~~ ~~~~~ ~~~~ ~~~~~~ ~~~~~ ~~~~ ~~~ ~~~~~~~ ~~~~~~ ~~~ ~~~~~~ ~~~~ ~~~~ ~~~~~ ~~~ ~~~~~~ ~~~~~ ~~~~ ~~~~~~ ~~~ ~~~~~ ~~~~~~~ ~~~~ ~~~ ~~~~~~~ ~~~~~ ~~~~ ~~~~~~ ~~~~~ ~~~~ bbox=[13, 796, 126, 925]
body-text: ~~~ ~~~~~~ ~~~~~ ~~~~ ~~~~~~ ~~~ ~~~~~ ~~~~~~~ ~~~~ ~~~ ~~~~~~~ ~~~~~ ~~~~ ~~~~~~ ~~~~~ ~~~~ ~~~ ~~~~~~~ ~~~~~~ ~~~ ~~~~~~ ~~~~ ~~~~ ~~~~~ bbox=[511, 213, 628, 251]
column-2 bbox=[132, 32, 262, 1417]
cattle-count: 100 bbox=[396, 189, 427, 212]
ad-wyllie-mason: WYLLIE & MASON bbox=[409, 251, 482, 283]
ad-whinray: J. WHINRAY'S bbox=[647, 753, 743, 769]
body-text: ~~~ ~~~~~~ ~~~~~ ~~~~ ~~~~~~ ~~~ ~~~~~ ~~~~~~~ ~~~~ bbox=[762, 804, 872, 820]
body-text: ~~~ ~~~~~~ ~~~~~ ~~~~ ~~~~~~ ~~~ ~~~~~ ~~~~~~~ ~~~~ ~~~ ~~~~~~~ ~~~~~ bbox=[511, 501, 628, 524]
ad-lemon-squash: LEMON SQUASH bbox=[651, 899, 739, 911]
ad-limited: [LIMITED] bbox=[800, 56, 834, 64]
subhead-coromandel: DESTRUCTION AT COROMANDEL. bbox=[16, 342, 123, 351]
body-text: ~~~ ~~~~~~ ~~~~~ ~~~~ ~~~~~~ ~~~ ~~~~~ ~~~~~~~ ~~~~ ~~~ ~~~~~~~ ~~~~~ ~~~~ ~~~~~~ ~~~~~ ~~~~ ~~~ ~~~~~~~ ~~~~~~ ~~~ ~~~~~~ ~~~~ ~~~~ ~~~~~ ~~~ ~~~~~~ ~~~~~ ~~~~ ~~~~~~ ~~~ ~~~~~ bbox=[267, 727, 380, 773]
subhead-close-settlement: CLOSE SETTLEMENT. bbox=[163, 1015, 230, 1024]
ad-now-opening: NOW OPENING— NOW OPENING— bbox=[270, 343, 377, 359]
body-text: ~~~ ~~~~~~ ~~~~~ ~~~~ ~~~~~~ ~~~ ~~~~~ ~~~~~~~ ~~~~ ~~~ ~~~~~~~ ~~~~~ ~~~~ ~~~~~~ ~~~~~ ~~~~ ~~~ ~~~~~~~ ~~~~~~ ~~~ ~~~~~~ ~~~~ ~~~~ ~~~~~ ~~~ ~~~~~~ ~~~~~ ~~~~ ~~~~~~ ~~~ ~~~~~ ~~~~~~~ ~~~~ bbox=[639, 461, 751, 514]
ad-and-co-2: AND CO., LIMITED. bbox=[907, 72, 970, 80]
ad-department-2: DEPARTMENT. bbox=[899, 487, 978, 499]
body-text: ~~~ ~~~~~~ ~~~~~ ~~~~ ~~~~~~ ~~~ ~~~~~ ~~~~~~~ ~~~~ ~~~ ~~~~~~~ ~~~~~ ~~~~ ~~~~~~ ~~~~~ ~~~~ ~~~ ~~~~~~~ ~~~~~~ ~~~ ~~~~~~ ~~~~ ~~~~ ~~~~~ ~~~ ~~~~~~ ~~~~~ ~~~~ ~~~~~~ ~~~ ~~~~~ ~~~~~~~ ~~~~ ~~~ ~~~~~~~ ~~~~~ ~~~~ ~~~~~~ ~~~~~ ~~~~ ~~~ ~~~~~~~ ~~~~~~ ~~~ ~~~~~~ ~~~~ ~~~~ ~~~~~ ~~~ ~~~~~~ ~~~~~ ~~~~ ~~~~~~ ~~~ ~~~~~ ~~~~~~~ ~~~~ ~~~ ~~~~~~~ ~~~~~ bbox=[639, 191, 751, 282]
ad-full-particulars: FULL PARTICULARS IN A LATER ISSUE. bbox=[271, 453, 376, 469]
body-text: ~~~ ~~~~~~ ~~~~~ ~~~~ ~~~~~~ ~~~ ~~~~~ ~~~~~~~ ~~~~ ~~~ ~~~~~~~ ~~~~~ bbox=[639, 365, 751, 388]
body-text: ~~~ ~~~~~~ ~~~~~ ~~~~ ~~~~~~ ~~~ ~~~~~ ~~~~~~~ ~~~~ ~~~ ~~~~~~~ ~~~~~ ~~~~ ~~~~~~ ~~~~~ ~~~~ bbox=[762, 716, 872, 747]
ad-seeds: SEEDS. bbox=[786, 291, 848, 311]
ad-loan-mercantile: LOAN & MERCANTILE bbox=[769, 604, 865, 636]
column-5 bbox=[506, 32, 634, 1417]
ad-hoplites: Hoplites' Rare Old. bbox=[770, 268, 864, 280]
ad-single-article: A SINGLE ARTICLE AT bbox=[643, 394, 747, 417]
ad-william-king: WILLIAM KING, bbox=[514, 707, 625, 723]
body-text: ~~~ ~~~~~~ ~~~~~ ~~~~ ~~~~~~ ~~~ ~~~~~ ~~~~~~~ ~~~~ ~~~ ~~~~~~~ ~~~~~ ~~~~ ~~~~~~ ~~~~~ bbox=[639, 799, 751, 823]
